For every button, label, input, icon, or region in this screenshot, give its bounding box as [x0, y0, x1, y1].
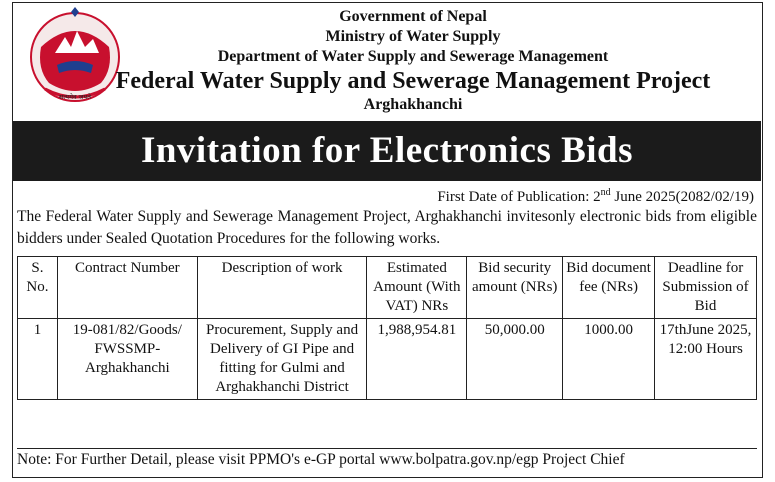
publication-date: First Date of Publication: 2nd June 2025(2082/02/19) [437, 187, 754, 205]
cell-estimated: 1,988,954.81 [367, 319, 467, 400]
department-line: Department of Water Supply and Sewerage Management [217, 48, 609, 65]
header-contract: Contract Number [57, 257, 197, 319]
project-line: Federal Water Supply and Sewerage Management Project [115, 68, 711, 94]
header-description: Description of work [197, 257, 367, 319]
works-table [17, 256, 757, 400]
government-line: Government of Nepal [339, 8, 487, 25]
cell-deadline: 17thJune 2025, 12:00 Hours [655, 319, 757, 400]
location-line: Arghakhanchi [363, 96, 463, 113]
header [103, 7, 723, 115]
table-header-row [18, 257, 757, 319]
cell-security: 50,000.00 [467, 319, 563, 400]
ministry-line: Ministry of Water Supply [325, 28, 501, 45]
intro-paragraph: The Federal Water Supply and Sewerage Management Project, Arghakhanchi invitesonly electronic bids from eligible bidders under Sealed Quotation Procedures for the following works. [17, 208, 757, 247]
notice-title: Invitation for Electronics Bids [13, 121, 761, 181]
header-fee: Bid document fee (NRs) [563, 257, 655, 319]
footer-note: Note: For Further Detail, please visit PPMO's e-GP portal www.bolpatra.gov.np/egp Project Chief [17, 448, 757, 470]
table-row [18, 319, 757, 400]
svg-text:सत्यमेव जयते: सत्यमेव जयते [59, 93, 91, 101]
cell-sn: 1 [18, 319, 58, 400]
header-security: Bid security amount (NRs) [467, 257, 563, 319]
cell-fee: 1000.00 [563, 319, 655, 400]
header-deadline: Deadline for Submission of Bid [655, 257, 757, 319]
cell-description: Procurement, Supply and Delivery of GI Pipe and fitting for Gulmi and Arghakhanchi District [197, 319, 367, 400]
cell-contract: 19-081/82/Goods/ FWSSMP- Arghakhanchi [57, 319, 197, 400]
header-estimated: Estimated Amount (With VAT) NRs [367, 257, 467, 319]
header-sn: S. No. [18, 257, 58, 319]
bid-notice [12, 2, 763, 478]
